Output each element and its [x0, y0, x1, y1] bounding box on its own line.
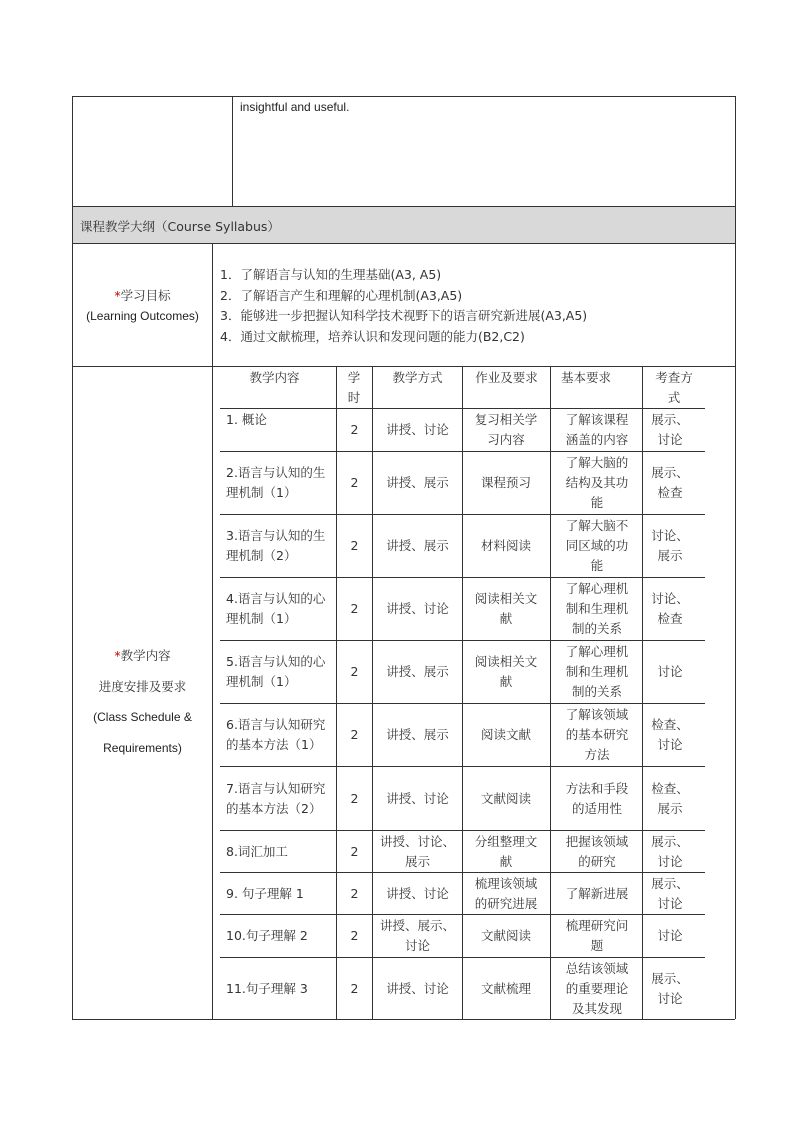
- cell-requirement: 把握该领域的研究: [565, 833, 629, 869]
- cell-requirement: 了解该领域的基本研究方法: [565, 707, 629, 762]
- cell-requirement: 了解大脑不同区域的功能: [565, 518, 629, 573]
- cell-assessment: 讨论、展示: [651, 528, 689, 563]
- cell-hours: 2: [350, 928, 359, 943]
- cell-assessment: 展示、讨论: [651, 970, 689, 1006]
- cell-method: 讲授、讨论: [386, 601, 449, 616]
- cell-assignment: 复习相关学习内容: [474, 412, 538, 447]
- cell-assessment: 展示、检查: [651, 465, 689, 500]
- outcome-item: 1．了解语言与认知的生理基础(A3, A5): [220, 267, 442, 282]
- cell-assignment: 阅读相关文献: [474, 591, 538, 626]
- cell-method: 讲授、讨论: [386, 422, 449, 437]
- cell-assignment: 梳理该领域的研究进展: [474, 875, 538, 911]
- schedule-label-cn2: 进度安排及要求: [98, 679, 187, 694]
- cell-assessment: 讨论: [657, 928, 683, 943]
- cell-assignment: 材料阅读: [480, 538, 531, 553]
- outcome-item: 2．了解语言产生和理解的心理机制(A3,A5): [220, 287, 463, 303]
- cell-assessment: 讨论: [657, 664, 683, 679]
- cell-assignment: 文献阅读: [480, 790, 531, 806]
- schedule-label: [73, 640, 212, 764]
- cell-hours: 2: [350, 422, 359, 437]
- cell-assessment: 展示、讨论: [651, 833, 689, 869]
- cell-method: 讲授、讨论: [386, 790, 449, 806]
- cell-assessment: 讨论、检查: [651, 591, 689, 626]
- cell-method: 讲授、讨论: [386, 980, 449, 996]
- cell-hours: 2: [350, 727, 359, 742]
- cell-assessment: 检查、讨论: [651, 717, 689, 752]
- required-star: *: [114, 648, 121, 663]
- cell-method: 讲授、展示: [386, 475, 449, 490]
- learning-outcomes-en: (Learning Outcomes): [86, 309, 199, 323]
- cell-assessment: 展示、讨论: [651, 875, 689, 911]
- cell-assignment: 文献阅读: [480, 928, 531, 943]
- cell-assessment: 展示、讨论: [651, 412, 689, 447]
- cell-method: 讲授、展示、讨论: [379, 918, 455, 953]
- cell-method: 讲授、展示: [386, 538, 449, 553]
- cell-assignment: 课程预习: [480, 475, 531, 490]
- learning-outcomes-list: [220, 265, 587, 347]
- col-header-content: 教学内容: [249, 370, 300, 385]
- col-header-assignment: 作业及要求: [475, 370, 538, 385]
- cell-assignment: 阅读文献: [480, 727, 531, 742]
- table-row: 11.句子理解 3: [226, 980, 308, 996]
- cell-requirement: 梳理研究问题: [565, 918, 629, 953]
- cell-method: 讲授、展示: [386, 727, 449, 742]
- outcome-item: 3．能够进一步把握认知科学技术视野下的语言研究新进展(A3,A5): [220, 308, 588, 323]
- required-star: *: [114, 288, 121, 303]
- outcome-item: 4．通过文献梳理，培养认识和发现问题的能力(B2,C2): [220, 328, 525, 344]
- cell-method: 讲授、讨论: [386, 885, 449, 901]
- cell-assignment: 阅读相关文献: [474, 654, 538, 689]
- cell-requirement: 了解心理机制和生理机制的关系: [565, 644, 629, 699]
- cell-hours: 2: [350, 885, 359, 901]
- cell-requirement: 方法和手段的适用性: [565, 780, 629, 816]
- top-row-text: insightful and useful.: [240, 100, 350, 114]
- col-header-requirements: 基本要求: [560, 370, 611, 385]
- cell-requirement: 了解心理机制和生理机制的关系: [565, 581, 629, 636]
- cell-hours: 2: [350, 843, 359, 859]
- cell-hours: 2: [350, 790, 359, 806]
- table-row: 5.语言与认知的心理机制（1）: [226, 654, 326, 689]
- table-row: 7.语言与认知研究的基本方法（2）: [226, 780, 326, 816]
- learning-outcomes-label: [73, 285, 212, 327]
- col-header-method: 教学方式: [392, 370, 443, 385]
- col-header-hours: 学时: [347, 370, 361, 405]
- cell-assignment: 分组整理文献: [474, 833, 538, 869]
- cell-requirement: 了解大脑的结构及其功能: [565, 455, 629, 510]
- schedule-label-cn1: 教学内容: [120, 648, 171, 663]
- learning-outcomes-cn: 学习目标: [120, 288, 171, 303]
- cell-method: 讲授、展示: [386, 664, 449, 679]
- table-row: 10.句子理解 2: [226, 928, 308, 943]
- table-row: 1. 概论: [226, 412, 267, 427]
- cell-requirement: 总结该领域的重要理论及其发现: [565, 960, 629, 1016]
- cell-hours: 2: [350, 475, 359, 490]
- table-row: 4.语言与认知的心理机制（1）: [226, 591, 326, 626]
- cell-hours: 2: [350, 538, 359, 553]
- cell-method: 讲授、讨论、展示: [379, 833, 455, 869]
- table-row: 8.词汇加工: [226, 843, 288, 859]
- cell-requirement: 了解新进展: [565, 885, 629, 901]
- schedule-label-en2: Requirements): [103, 741, 182, 755]
- schedule-label-en1: (Class Schedule &: [93, 710, 192, 724]
- table-row: 9. 句子理解 1: [226, 885, 304, 901]
- cell-requirement: 了解该课程涵盖的内容: [565, 412, 629, 447]
- section-header-title: 课程教学大纲（Course Syllabus）: [80, 219, 280, 234]
- cell-hours: 2: [350, 601, 359, 616]
- table-row: 3.语言与认知的生理机制（2）: [226, 528, 326, 563]
- table-row: 2.语言与认知的生理机制（1）: [226, 465, 326, 500]
- cell-hours: 2: [350, 980, 359, 996]
- cell-assignment: 文献梳理: [480, 980, 531, 996]
- cell-assessment: 检查、展示: [651, 780, 689, 816]
- table-row: 6.语言与认知研究的基本方法（1）: [226, 717, 326, 752]
- cell-hours: 2: [350, 664, 359, 679]
- col-header-assessment: 考查方式: [655, 370, 693, 405]
